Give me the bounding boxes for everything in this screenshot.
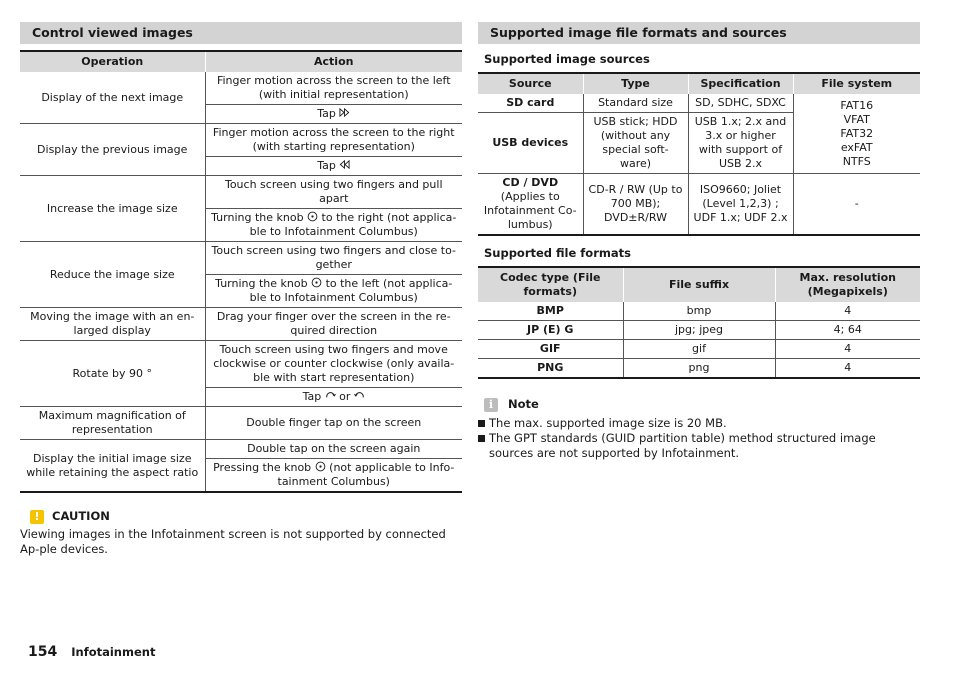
right-column [478, 22, 920, 461]
suffix-cell: png [623, 359, 775, 379]
action-text: to the right (not applica-ble to Infotainment Columbus) [249, 211, 457, 238]
table-row [20, 124, 462, 157]
action-header: Action [205, 51, 462, 72]
action-cell: Touch screen using two fingers and pull apart [205, 176, 462, 209]
filesystem-header: File system [793, 73, 920, 94]
fs-fat16: FAT16 [840, 98, 874, 112]
action-cell [205, 459, 462, 493]
type-sd: Standard size [583, 94, 688, 113]
skip-back-icon [339, 159, 350, 172]
sources-label: Supported image sources [484, 52, 650, 66]
skip-forward-icon [339, 107, 350, 120]
codec-cell: PNG [478, 359, 623, 379]
action-text: or [335, 390, 354, 403]
type-cd: CD-R / RW (Up to 700 MB); DVD±R/RW [583, 174, 688, 236]
action-cell: Finger motion across the screen to the right (with starting representation) [205, 124, 462, 157]
filesystem-cd: - [793, 174, 920, 236]
table-row [20, 407, 462, 440]
codec-cell: JP (E) G [478, 321, 623, 340]
action-cell [205, 388, 462, 407]
footer-section: Infotainment [71, 645, 156, 659]
suffix-header: File suffix [623, 267, 775, 302]
caution-text: Viewing images in the Infotainment screen is not supported by connected Ap-ple devices. [20, 527, 446, 556]
codec-header: Codec type (File formats) [478, 267, 623, 302]
knob-icon [315, 461, 326, 474]
source-usb: USB devices [478, 113, 583, 174]
resolution-header: Max. resolution (Megapixels) [775, 267, 920, 302]
bullet-icon [478, 435, 485, 442]
operation-cell: Display of the next image [20, 72, 205, 124]
source-header: Source [478, 73, 583, 94]
note-item [478, 431, 920, 461]
table-row [20, 176, 462, 209]
table-row [478, 302, 920, 321]
action-cell [205, 157, 462, 176]
action-text: Turning the knob [211, 211, 308, 224]
note-item-text: The max. supported image size is 20 MB. [489, 416, 727, 430]
action-cell: Double tap on the screen again [205, 440, 462, 459]
operation-cell: Moving the image with an en-larged display [20, 308, 205, 341]
action-text: Tap [302, 390, 325, 403]
suffix-cell: jpg; jpeg [623, 321, 775, 340]
action-text: (not applicable to Info-tainment Columbus) [277, 461, 455, 488]
caution-box [20, 509, 462, 557]
suffix-cell: bmp [623, 302, 775, 321]
resolution-cell: 4 [775, 359, 920, 379]
filesystem-shared [793, 94, 920, 174]
type-usb: USB stick; HDD (without any special soft-ware) [583, 113, 688, 174]
spec-header: Specification [688, 73, 793, 94]
action-cell: Double finger tap on the screen [205, 407, 462, 440]
table-row [20, 308, 462, 341]
action-cell: Touch screen using two fingers and move clockwise or counter clockwise (only availa-ble with start representation) [205, 341, 462, 388]
action-text: Tap [317, 107, 340, 120]
caution-title: CAUTION [52, 509, 110, 523]
action-text: Pressing the knob [213, 461, 315, 474]
table-row [20, 242, 462, 275]
source-cd-bold: CD / DVD [502, 176, 559, 189]
action-cell: Touch screen using two fingers and close to-gether [205, 242, 462, 275]
operation-cell: Maximum magnification of representation [20, 407, 205, 440]
bullet-icon [478, 420, 485, 427]
fs-exfat: exFAT [840, 140, 873, 154]
codec-cell: BMP [478, 302, 623, 321]
knob-icon [311, 277, 322, 290]
table-row [478, 340, 920, 359]
control-images-heading: Control viewed images [20, 22, 462, 44]
operation-cell: Reduce the image size [20, 242, 205, 308]
source-sd: SD card [478, 94, 583, 113]
left-column [20, 22, 462, 557]
table-row [478, 321, 920, 340]
resolution-cell: 4; 64 [775, 321, 920, 340]
page-number: 154 [28, 644, 58, 660]
action-text: Tap [317, 159, 340, 172]
info-icon: i [484, 398, 498, 412]
operation-cell: Rotate by 90 ° [20, 341, 205, 407]
resolution-cell: 4 [775, 302, 920, 321]
action-cell: Drag your finger over the screen in the re-quired direction [205, 308, 462, 341]
control-images-table [20, 50, 462, 493]
note-item [478, 416, 920, 431]
operation-header: Operation [20, 51, 205, 72]
action-cell [205, 105, 462, 124]
formats-table [478, 266, 920, 379]
caution-icon: ! [30, 510, 44, 524]
table-row [478, 359, 920, 379]
table-row [20, 72, 462, 105]
action-cell [205, 209, 462, 242]
formats-heading: Supported image file formats and sources [478, 22, 920, 44]
knob-icon [307, 211, 318, 224]
note-box [478, 397, 920, 461]
note-item-text: The GPT standards (GUID partition table) method structured image sources are not supported by Infotainment. [489, 431, 876, 460]
fs-fat32: FAT32 [840, 126, 874, 140]
resolution-cell: 4 [775, 340, 920, 359]
sources-table [478, 72, 920, 236]
fs-vfat: VFAT [843, 112, 870, 126]
table-row [20, 440, 462, 459]
action-cell [205, 275, 462, 308]
table-row [20, 341, 462, 388]
spec-sd: SD, SDHC, SDXC [688, 94, 793, 113]
action-cell: Finger motion across the screen to the left (with initial representation) [205, 72, 462, 105]
operation-cell: Display the initial image size while retaining the aspect ratio [20, 440, 205, 493]
source-cd [478, 174, 583, 236]
suffix-cell: gif [623, 340, 775, 359]
source-cd-note: (Applies to Infotainment Co-lumbus) [483, 190, 577, 231]
operation-cell: Display the previous image [20, 124, 205, 176]
spec-cd: ISO9660; Joliet (Level 1,2,3) ; UDF 1.x; UDF 2.x [688, 174, 793, 236]
action-text: to the left (not applica-ble to Infotainment Columbus) [249, 277, 453, 304]
type-header: Type [583, 73, 688, 94]
note-title: Note [508, 397, 539, 411]
fs-ntfs: NTFS [842, 154, 871, 168]
operation-cell: Increase the image size [20, 176, 205, 242]
codec-cell: GIF [478, 340, 623, 359]
spec-usb: USB 1.x; 2.x and 3.x or higher with support of USB 2.x [688, 113, 793, 174]
page-footer [28, 644, 155, 660]
formats-label: Supported file formats [484, 246, 631, 260]
rotate-counterclockwise-icon [354, 390, 365, 403]
rotate-clockwise-icon [325, 390, 336, 403]
action-text: Turning the knob [215, 277, 312, 290]
